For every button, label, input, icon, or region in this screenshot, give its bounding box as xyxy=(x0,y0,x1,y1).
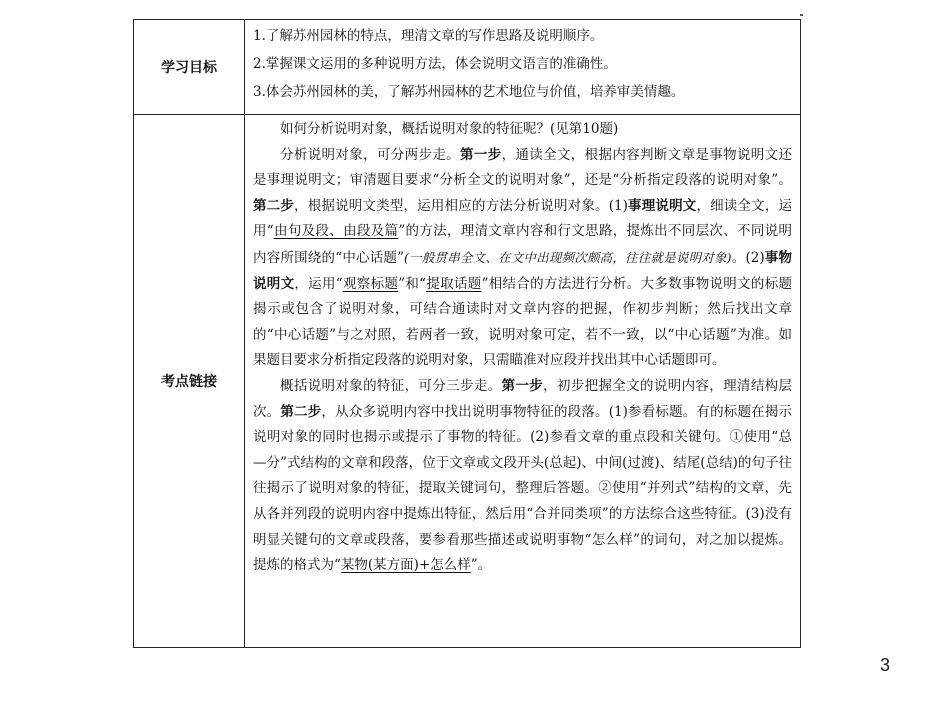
text-run: 分析说明对象，可分两步走。 xyxy=(280,146,461,163)
table-row-goals xyxy=(134,20,801,115)
text-run: ”。 xyxy=(470,557,492,574)
underlined-format: 某物(某方面)+怎么样 xyxy=(340,557,471,574)
object-text-bold: 事物说明文 xyxy=(253,249,792,292)
table-row-links xyxy=(134,115,801,648)
text-run: ，初步把握全文的说明内容，理清结构层次。 xyxy=(253,377,793,420)
goals-content xyxy=(245,20,801,115)
text-run: ”相结合的方法进行分析。大多数事物说明文的标题揭示或包含了说明对象，可结合通读时对文章内容的把握，作初步判断；然后找出文章的“中心话题”与之对照，若两者一致，说明对象可定，若不一致，以“中心话题”为准。如果题目要求分析指定段落的说明对象，只需瞄准对应段并找出其中心话题即可。 xyxy=(253,275,792,369)
goals-label: 学习目标 xyxy=(134,20,245,115)
corner-mark xyxy=(800,14,803,16)
step-one-bold: 第一步 xyxy=(501,377,544,394)
note-text: (一般贯串全文、在文中出现频次颇高，往往就是说明对象) xyxy=(404,249,732,265)
text-run: ，通读全文，根据内容判断文章是事物说明文还是事理说明文；审清题目要求“分析全文的说明对象”，还是“分析指定段落的说明对象”。 xyxy=(253,146,793,189)
text-run: ”的方法，理清文章内容和行文思路，提炼出不同层次、不同说明内容所围绕的“中心话题” xyxy=(253,223,792,266)
step-two-bold: 第二步 xyxy=(280,403,322,420)
page-number: 3 xyxy=(880,655,891,675)
underlined-method: 由句及段、由段及篇 xyxy=(273,223,399,240)
study-table xyxy=(133,19,801,648)
underlined-observe-title: 观察标题 xyxy=(342,275,399,292)
goal-item: 2.掌握课文运用的多种说明方法，体会说明文语言的准确性。 xyxy=(253,56,617,72)
text-run: ，从众多说明内容中找出说明事物特征的段落。(1)参看标题。有的标题在揭示说明对象的同时也揭示或提示了事物的特征。(2)参看文章的重点段和关键句。①使用“总—分”式结构的文章和段落，位于文章或文段开头(总起)、中间(过渡)、结尾(总结)的句子往往揭示了说明对象的特征，提取关键词句，整理后答题。②使用“并列式”结构的文章，先从各并列段的说明内容中提炼出特征，然后用“合并同类项”的方法综合这些特征。(3)没有明显关键句的文章或段落，要参看那些描述或说明事物“怎么样”的词句，对之加以提炼。提炼的格式为“ xyxy=(253,403,793,574)
text-run: ，运用“ xyxy=(294,275,343,292)
question-paragraph: 如何分析说明对象，概括说明对象的特征呢？(见第10题) xyxy=(280,121,619,137)
reasoning-text-bold: 事理说明文 xyxy=(627,197,697,214)
goal-item: 1.了解苏州园林的特点，理清文章的写作思路及说明顺序。 xyxy=(253,28,604,44)
links-content xyxy=(245,115,801,648)
links-label: 考点链接 xyxy=(134,115,245,648)
step-two-bold: 第二步 xyxy=(253,197,295,214)
text-run: ，细读全文，运用“ xyxy=(253,197,793,240)
goal-item: 3.体会苏州园林的美，了解苏州园林的艺术地位与价值，培养审美情趣。 xyxy=(253,84,685,100)
feature-summary-paragraph xyxy=(253,374,792,579)
text-run: ，根据说明文类型，运用相应的方法分析说明对象。(1) xyxy=(294,197,628,214)
text-run: 。(2) xyxy=(731,249,765,266)
text-run: 概括说明对象的特征，可分三步走。 xyxy=(280,377,502,394)
object-analysis-paragraph xyxy=(253,143,792,374)
text-run: ”和“ xyxy=(398,275,427,292)
step-one-bold: 第一步 xyxy=(460,146,502,163)
underlined-extract-topic: 提取话题 xyxy=(426,275,482,292)
